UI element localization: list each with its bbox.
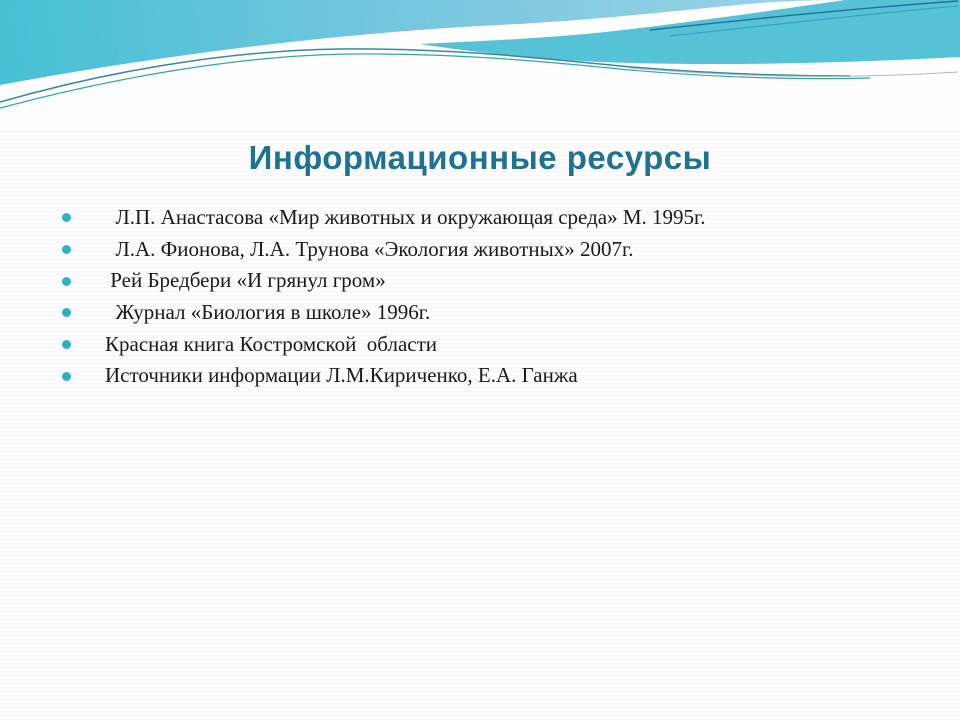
decorative-wave-header xyxy=(0,0,960,130)
list-item xyxy=(62,202,930,234)
list-item-text: Журнал «Биология в школе» 1996г. xyxy=(105,300,431,325)
list-item-text: Источники информации Л.М.Кириченко, Е.А. Ганжа xyxy=(105,363,578,388)
list-item-text: Л.П. Анастасова «Мир животных и окружающая среда» М. 1995г. xyxy=(105,205,706,229)
list-item-text: Рей Бредбери «И грянул гром» xyxy=(105,268,386,293)
list-item xyxy=(62,329,930,361)
list-item xyxy=(62,234,930,266)
bullet-icon xyxy=(62,213,71,222)
list-item-text: Л.А. Фионова, Л.А. Трунова «Экология животных» 2007г. xyxy=(105,236,634,261)
bullet-icon xyxy=(62,372,71,381)
bullet-list xyxy=(62,202,930,392)
list-item-text: Красная книга Костромской области xyxy=(105,331,438,356)
bullet-icon xyxy=(62,340,71,349)
list-item xyxy=(62,297,930,329)
bullet-icon xyxy=(62,245,71,254)
slide-title: Информационные ресурсы xyxy=(248,139,712,176)
bullet-icon xyxy=(62,308,71,317)
list-item xyxy=(62,360,930,392)
wave-graphic xyxy=(0,0,960,130)
list-item xyxy=(62,265,930,297)
bullet-icon xyxy=(62,277,71,286)
